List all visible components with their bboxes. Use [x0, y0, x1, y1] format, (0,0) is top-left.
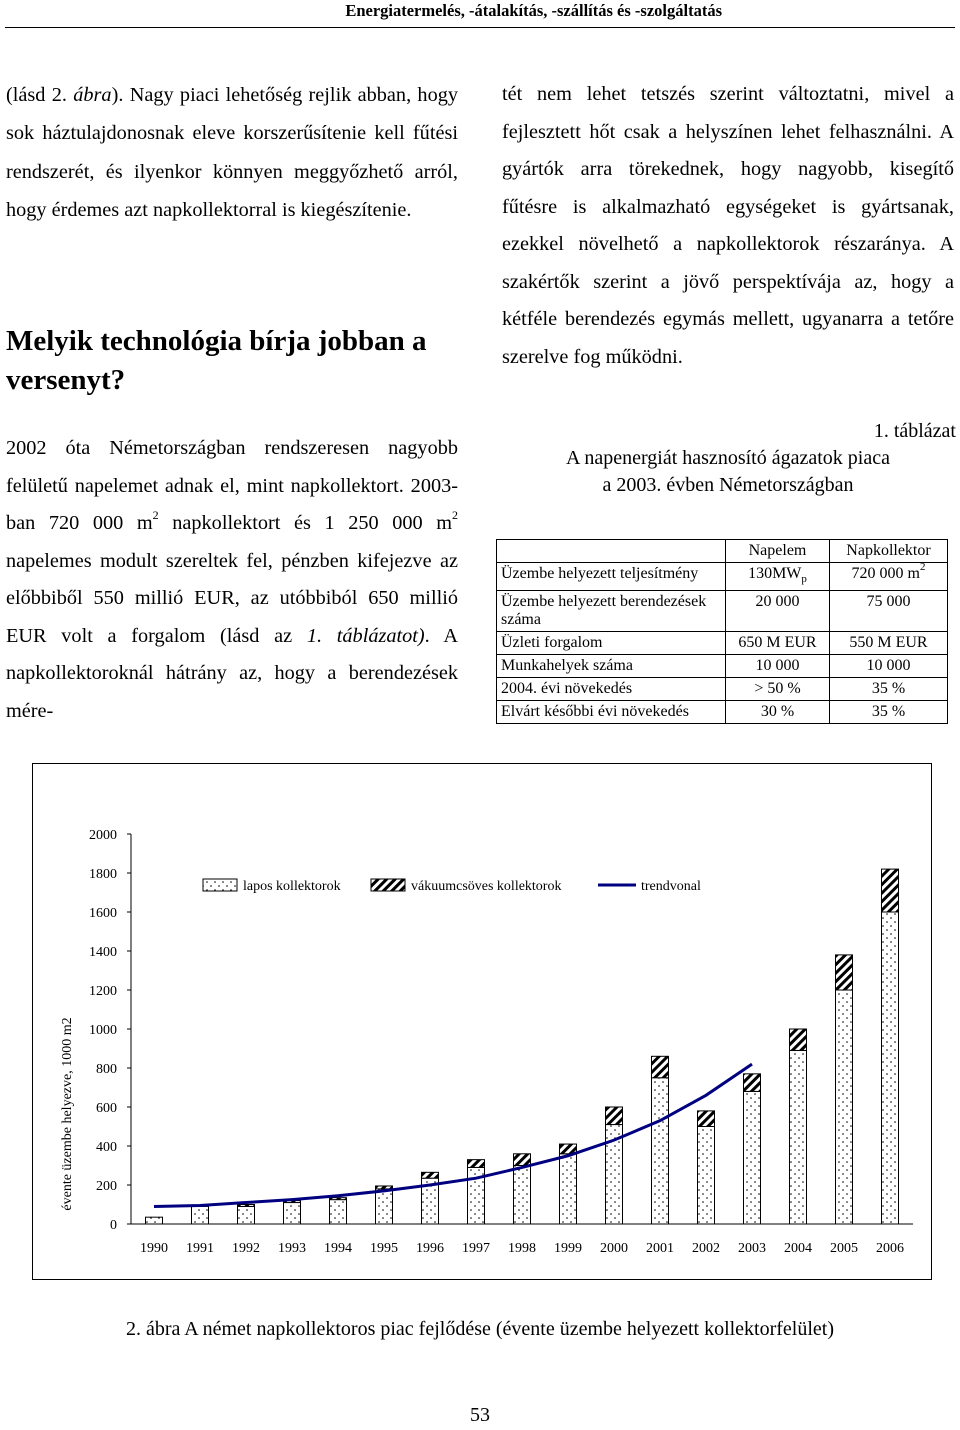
table-cell: Üzembe helyezett berendezések száma [497, 591, 726, 632]
market-table [496, 539, 948, 724]
para-text-c: napelemes modult szereltek fel, pénzben kifejezve az előbbiből 550 millió EUR, az utóbbiból 650 millió EUR volt a forgalom (lásd az [6, 549, 458, 647]
table-row [497, 632, 948, 655]
y-tick-label: 400 [96, 1140, 117, 1155]
y-tick-label: 1600 [89, 906, 117, 921]
table-cell: Munkahelyek száma [497, 655, 726, 678]
table-cell: 2004. évi növekedés [497, 678, 726, 701]
chart-svg [33, 764, 930, 1278]
bar-flat-collector [836, 990, 853, 1224]
bar-vacuum-collector [698, 1111, 715, 1127]
table-cell: 20 000 [726, 591, 830, 632]
table-cell: 75 000 [830, 591, 948, 632]
superscript-2: 2 [152, 508, 159, 523]
x-tick-label: 1990 [140, 1241, 168, 1256]
x-tick-label: 1991 [186, 1241, 214, 1256]
bar-flat-collector [238, 1206, 255, 1224]
market-paragraph [6, 430, 458, 730]
table-row [497, 701, 948, 724]
collector-market-chart [32, 763, 932, 1280]
superscript-2: 2 [452, 508, 458, 523]
bar-flat-collector [560, 1154, 577, 1224]
left-column-intro [6, 76, 458, 229]
table-title-line-2: a 2003. évben Németországban [602, 474, 854, 496]
page-header [0, 0, 960, 28]
x-tick-label: 2004 [784, 1241, 812, 1256]
bar-flat-collector [376, 1189, 393, 1224]
bar-vacuum-collector [790, 1029, 807, 1050]
bar-flat-collector [744, 1091, 761, 1224]
x-tick-label: 2001 [646, 1241, 674, 1256]
x-tick-label: 2006 [876, 1241, 904, 1256]
bar-vacuum-collector [882, 869, 899, 912]
table-row [497, 563, 948, 591]
y-tick-label: 800 [96, 1062, 117, 1077]
bar-flat-collector [698, 1127, 715, 1225]
section-heading: Melyik technológia bírja jobban a versenyt? [6, 325, 427, 396]
bar-vacuum-collector [836, 955, 853, 990]
table-cell: 35 % [830, 678, 948, 701]
bar-vacuum-collector [422, 1172, 439, 1178]
x-tick-label: 2002 [692, 1241, 720, 1256]
header-title: Energiatermelés, -átalakítás, -szállítás és -szolgáltatás [345, 1, 722, 20]
table-reference: 1. táblázatot) [306, 624, 425, 647]
bar-flat-collector [192, 1206, 209, 1224]
bar-flat-collector [790, 1050, 807, 1224]
x-tick-label: 1995 [370, 1241, 398, 1256]
table-number: 1. táblázat [873, 420, 956, 442]
table-cell: 30 % [726, 701, 830, 724]
y-tick-label: 0 [110, 1218, 117, 1233]
table-cell: Üzleti forgalom [497, 632, 726, 655]
x-tick-label: 2000 [600, 1241, 628, 1256]
table-cell [726, 563, 830, 591]
table-cell [830, 560, 948, 591]
right-paragraph: tét nem lehet tetszés szerint változtatni, mivel a fejlesztett hőt csak a helyszínen lehet felhasználni. A gyártók arra törekednek, hogy nagyobb, kisegítő fűtésre is alkalmazható egységeket is gyártsanak, ezekkel növelhető a napkollektorok részaránya. A szakértők szerint a jövő perspektívája az, hogy a kétféle berendezés egymás mellett, ugyanarra a tetőre szerelve fog működni. [502, 83, 954, 368]
intro-paragraph [6, 76, 458, 229]
table-cell-value: 130MW [748, 565, 802, 582]
x-tick-label: 1998 [508, 1241, 536, 1256]
right-column [502, 76, 954, 376]
y-tick-label: 600 [96, 1101, 117, 1116]
x-tick-label: 1999 [554, 1241, 582, 1256]
bar-vacuum-collector [652, 1056, 669, 1077]
header-rule [5, 27, 955, 28]
y-tick-label: 1000 [89, 1023, 117, 1038]
table-cell: 650 M EUR [726, 632, 830, 655]
y-tick-label: 1200 [89, 984, 117, 999]
table-header-cell [497, 540, 726, 563]
table-cell: Elvárt későbbi évi növekedés [497, 701, 726, 724]
para-text-b: napkollektort és 1 250 000 m [158, 512, 452, 534]
bar-flat-collector [284, 1203, 301, 1224]
x-tick-label: 2005 [830, 1241, 858, 1256]
table-caption [502, 418, 954, 499]
x-tick-label: 2003 [738, 1241, 766, 1256]
y-tick-label: 200 [96, 1179, 117, 1194]
y-tick-label: 1400 [89, 945, 117, 960]
left-column-body [6, 430, 458, 730]
para-text-a: 2002 óta Németországban rendszeresen nagyobb felületű napelemet adnak el, mint napkollektort. 2003-ban 720 000 m [6, 437, 458, 534]
bar-vacuum-collector [744, 1074, 761, 1092]
y-tick-label: 1800 [89, 867, 117, 882]
bar-flat-collector [882, 912, 899, 1224]
intro-text-1: (lásd 2. [6, 84, 74, 106]
table-cell: 10 000 [726, 655, 830, 678]
y-axis-title: évente üzembe helyezve, 1000 m2 [60, 1017, 75, 1211]
page-number: 53 [470, 1404, 490, 1426]
table-cell-value: 720 000 m [851, 565, 920, 582]
table-cell: 35 % [830, 701, 948, 724]
table-title-line-1: A napenergiát hasznosító ágazatok piaca [566, 447, 890, 469]
bar-vacuum-collector [376, 1186, 393, 1189]
legend-label: vákuumcsöves kollektorok [411, 879, 562, 894]
table-row [497, 591, 948, 632]
x-tick-label: 1993 [278, 1241, 306, 1256]
x-tick-label: 1992 [232, 1241, 260, 1256]
superscript-2: 2 [919, 560, 926, 573]
legend-swatch-vacuum [371, 879, 405, 891]
bar-vacuum-collector [514, 1154, 531, 1166]
intro-text-2: ). Nagy piaci lehetőség rejlik abban, hogy sok háztulajdonosnak eleve korszerűsítenie kell fűtési rendszerét, és ilyenkor könnyen meggyőzhető arról, hogy érdemes azt napkollektorral is kiegészítenie. [6, 84, 458, 221]
legend-label: lapos kollektorok [243, 879, 341, 894]
bar-flat-collector [652, 1078, 669, 1224]
table-header-cell: Napkollektor [830, 540, 948, 563]
bar-flat-collector [514, 1166, 531, 1225]
x-tick-label: 1994 [324, 1241, 352, 1256]
x-tick-label: 1997 [462, 1241, 490, 1256]
y-tick-label: 2000 [89, 828, 117, 843]
bar-flat-collector [330, 1200, 347, 1224]
bar-flat-collector [146, 1217, 163, 1224]
table-cell: 550 M EUR [830, 632, 948, 655]
table-header-row [497, 540, 948, 563]
para-text-d: . A napkollektoroknál hátrány az, hogy a berendezések mére- [6, 624, 458, 722]
table-cell: > 50 % [726, 678, 830, 701]
legend-swatch-flat [203, 879, 237, 891]
intro-figure-ref: ábra [73, 84, 112, 106]
bar-vacuum-collector [606, 1107, 623, 1125]
table-row [497, 655, 948, 678]
x-tick-label: 1996 [416, 1241, 444, 1256]
bar-vacuum-collector [468, 1160, 485, 1168]
legend-label: trendvonal [641, 879, 701, 894]
table-row [497, 678, 948, 701]
bar-vacuum-collector [330, 1198, 347, 1200]
bar-vacuum-collector [238, 1205, 255, 1207]
figure-caption: 2. ábra A német napkollektoros piac fejlődése (évente üzembe helyezett kollektorfelület) [125, 1318, 835, 1340]
table-cell: Üzembe helyezett teljesítmény [497, 563, 726, 591]
subscript-p: p [801, 573, 807, 586]
table-cell: 10 000 [830, 655, 948, 678]
table-header-cell: Napelem [726, 540, 830, 563]
